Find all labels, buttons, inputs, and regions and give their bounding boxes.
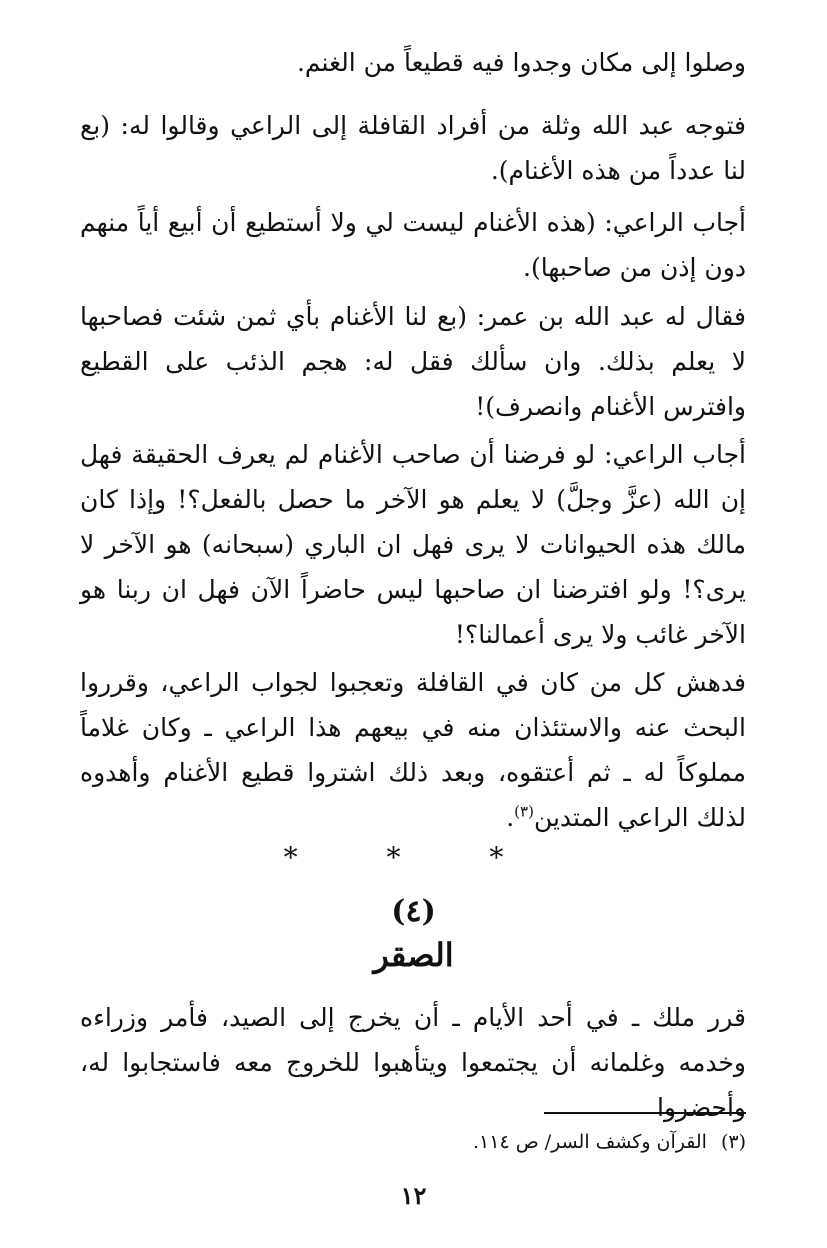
paragraph-5 — [80, 660, 746, 840]
chapter-number: (٤) — [391, 894, 436, 929]
footnote-marker: (٣) — [720, 1131, 746, 1153]
paragraph-4: أجاب الراعي: لو فرضنا أن صاحب الأغنام لم يعرف الحقيقة فهل إن الله (عزَّ وجلَّ) لا يعلم هو الآخر ما حصل بالفعل؟! وإذا كان مالك هذه الحيوانات لا يرى فهل ان الباري (سبحانه) هو الآخر لا يرى؟! ولو افترضنا ان صاحبها ليس حاضراً الآن فهل ان ربنا هو الآخر غائب ولا يرى أعمالنا؟! — [80, 440, 746, 649]
page-number: ١٢ — [400, 1181, 427, 1210]
footnote — [400, 1125, 746, 1159]
section-separator: * * * — [283, 841, 544, 874]
chapter-title: الصقر — [373, 936, 454, 974]
paragraph-1: فتوجه عبد الله وثلة من أفراد القافلة إلى الراعي وقالوا له: (بع لنا عدداً من هذه الأغنام). — [80, 111, 746, 185]
paragraph-5-end: . — [506, 803, 515, 832]
paragraph-continuation: وصلوا إلى مكان وجدوا فيه قطيعاً من الغنم. — [296, 48, 746, 77]
footnote-divider — [544, 1112, 746, 1114]
paragraph-6: قرر ملك ـ في أحد الأيام ـ أن يخرج إلى الصيد، فأمر وزراءه وخدمه وغلمانه أن يجتمعوا ويتأهبوا للخروج معه فاستجابوا له، وأحضروا — [80, 1003, 746, 1122]
paragraph-3: فقال له عبد الله بن عمر: (بع لنا الأغنام بأي ثمن شئت فصاحبها لا يعلم بذلك. وان سألك فقل له: هجم الذئب على القطيع وافترس الأغنام وانصرف)! — [80, 302, 746, 421]
footnote-reference[interactable]: (٣) — [514, 802, 534, 821]
paragraph-5-text: فدهش كل من كان في القافلة وتعجبوا لجواب الراعي، وقرروا البحث عنه والاستئذان منه في بيعهم هذا الراعي ـ وكان غلاماً مملوكاً له ـ ثم أعتقوه، وبعد ذلك اشتروا قطيع الأغنام وأهدوه لذلك الراعي المتدين — [80, 668, 746, 832]
footnote-text: القرآن وكشف السر/ ص ١١٤. — [473, 1131, 707, 1153]
paragraph-2: أجاب الراعي: (هذه الأغنام ليست لي ولا أستطيع أن أبيع أياً منهم دون إذن من صاحبها). — [80, 208, 746, 282]
